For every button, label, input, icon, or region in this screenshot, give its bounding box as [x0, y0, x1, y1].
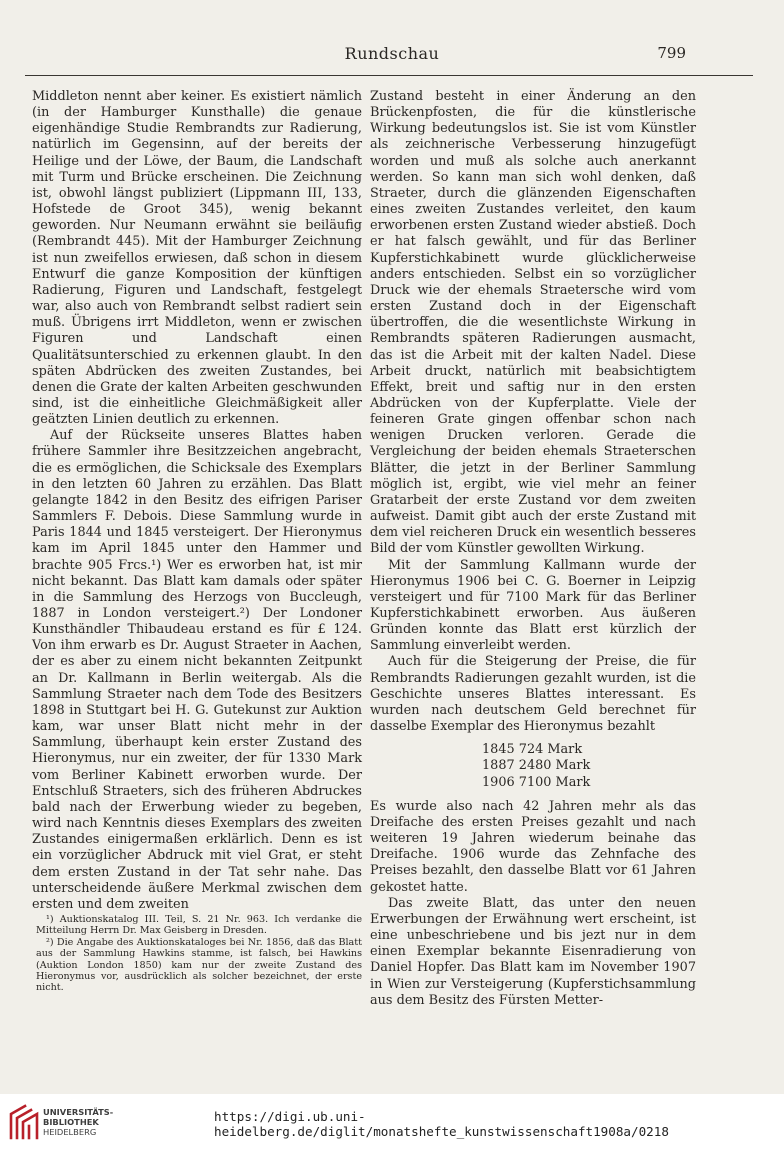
price-list — [370, 742, 696, 791]
price-row: 1845 724 Mark — [482, 742, 583, 758]
page-number: 799 — [657, 44, 686, 62]
running-title: Rundschau — [344, 44, 440, 63]
library-name-line: HEIDELBERG — [43, 1126, 97, 1137]
footer-bar — [0, 1094, 784, 1153]
price-row: 1887 2480 Mark — [482, 758, 591, 774]
library-name-line: BIBLIOTHEK — [43, 1116, 99, 1127]
right-column — [370, 89, 696, 1009]
header-rule — [25, 75, 753, 76]
paragraph: Das zweite Blatt, das unter den neuen Erwerbungen der Erwähnung wert erscheint, ist eine unbeschriebene und bis jezt nur in dem einen Exemplar bekannte Eisenradierung von Daniel Hopfer. Das Blatt kam im November 1907 in Wien zur Versteigerung (Kupferstichsammlung aus dem Besitz des Fürsten Metter- — [370, 895, 696, 1008]
paragraph: Es wurde also nach 42 Jahren mehr als das Dreifache des ersten Preises gezahlt und nach weiteren 19 Jahren wiederum beinahe das Dreifache. 1906 wurde das Zehnfache des Preises bezahlt, den dasselbe Blatt vor 61 Jahren gekostet hatte. — [370, 798, 696, 895]
page-header — [0, 44, 784, 74]
paragraph: Mit der Sammlung Kallmann wurde der Hieronymus 1906 bei C. G. Boerner in Leipzig versteigert und für 7100 Mark für das Berliner Kupferstichkabinett erworben. Aus äußeren Gründen konnte das Blatt erst kürzlich der Sammlung einverleibt werden. — [370, 557, 696, 654]
paragraph: Auch für die Steigerung der Preise, die für Rembrandts Radierungen gezahlt wurden, ist die Geschichte unseres Blattes interessant. Es wurden nach deutschem Geld berechnet für dasselbe Exemplar des Hieronymus bezahlt — [370, 654, 696, 735]
library-name-line: UNIVERSITÄTS- — [43, 1107, 114, 1117]
footnotes — [36, 914, 362, 994]
footnote-2: ²) Die Angabe des Auktionskataloges bei Nr. 1856, daß das Blatt aus der Sammlung Hawkins stamme, ist falsch, bei Hawkins (Auktion London 1850) kam nur der zweite Zustand des Hieronymus vor, ausdrücklich als solcher bezeichnet, der erste nicht. — [36, 936, 362, 994]
library-logo-icon — [7, 1102, 41, 1142]
footnote-1: ¹) Auktionskatalog III. Teil, S. 21 Nr. 963. Ich verdanke die Mitteilung Herrn Dr. Max Geisberg in Dresden. — [36, 914, 362, 937]
source-url-link[interactable]: https://digi.ub.uni-heidelberg.de/diglit/monatshefte_kunstwissenschaft1908a/0218 — [214, 1109, 669, 1139]
left-column — [32, 89, 362, 913]
paragraph: Middleton nennt aber keiner. Es existiert nämlich (in der Hamburger Kunsthalle) die genaue eigenhändige Studie Rembrandts zur Radierung, natürlich im Gegensinn, auf der bereits der Heilige und der Löwe, der Baum, die Landschaft mit Turm und Brücke erscheinen. Die Zeichnung ist, obwohl längst publiziert (Lippmann III, 133, Hofstede de Groot 345), wenig bekannt geworden. Nur Neumann erwähnt sie beiläufig (Rembrandt 445). Mit der Hamburger Zeichnung ist nun zweifellos erwiesen, daß schon in diesem Entwurf die ganze Komposition der künftigen Radierung, Figuren und Landschaft, festgelegt war, also auch von Rembrandt selbst radiert sein muß. Übrigens irrt Middleton, wenn er zwischen Figuren und Landschaft einen Qualitätsunterschied zu erkennen glaubt. In den späten Abdrücken des zweiten Zustandes, bei denen die Grate der kalten Arbeiten geschwunden sind, ist die einheitliche Gleichmäßigkeit aller geätzten Linien deutlich zu erkennen. — [32, 89, 362, 428]
library-name — [43, 1108, 113, 1137]
paragraph: Zustand besteht in einer Änderung an den Brückenpfosten, die für die künstlerische Wirkung bedeutungslos ist. Sie ist vom Künstler als zeichnerische Verbesserung hinzugefügt worden und muß als solche auch anerkannt werden. So kann man sich wohl denken, daß Straeter, durch die glänzenden Eigenschaften eines zweiten Zustandes verleitet, den kaum erworbenen ersten Zustand wieder abstieß. Doch er hat falsch gewählt, und für das Berliner Kupferstichkabinett wurde glücklicherweise anders entschieden. Selbst ein so vorzüglicher Druck wie der ehemals Straetersche wird vom ersten Zustand doch in der Eigenschaft übertroffen, die die wesentlichste Wirkung in Rembrandts späteren Radierungen ausmacht, das ist die Arbeit mit der kalten Nadel. Diese Arbeit druckt, natürlich mit beabsichtigtem Effekt, breit und saftig nur in den ersten Abdrücken von der Kupferplatte. Viele der feineren Grate gingen offenbar schon nach wenigen Drucken verloren. Gerade die Vergleichung der beiden ehemals Straeterschen Blätter, die jetzt in der Berliner Sammlung möglich ist, ergibt, wie viel mehr an feiner Gratarbeit der erste Zustand vor dem zweiten aufweist. Damit gibt auch der erste Zustand mit dem viel reicheren Druck ein wesentlich besseres Bild der vom Künstler gewollten Wirkung. — [370, 89, 696, 557]
price-row: 1906 7100 Mark — [482, 774, 591, 790]
paragraph: Auf der Rückseite unseres Blattes haben frühere Sammler ihre Besitzzeichen angebracht, die es ermöglichen, die Schicksale des Exemplars in den letzten 60 Jahren zu erzählen. Das Blatt gelangte 1842 in den Besitz des eifrigen Pariser Sammlers F. Debois. Diese Sammlung wurde in Paris 1844 und 1845 versteigert. Der Hieronymus kam im April 1845 unter den Hammer und brachte 905 Frcs.¹) Wer es erworben hat, ist mir nicht bekannt. Das Blatt kam damals oder später in die Sammlung des Herzogs von Buccleugh, 1887 in London versteigert.²) Der Londoner Kunsthändler Thibaudeau erstand es für £ 124. Von ihm erwarb es Dr. August Straeter in Aachen, der es aber zu einem nicht bekannten Zeitpunkt an Dr. Kallmann in Berlin weitergab. Als die Sammlung Straeter nach dem Tode des Besitzers 1898 in Stuttgart bei H. G. Gutekunst zur Auktion kam, war unser Blatt nicht mehr in der Sammlung, überhaupt kein erster Zustand des Hieronymus, nur ein zweiter, der für 1330 Mark vom Berliner Kabinett erworben wurde. Der Entschluß Straeters, sich des früheren Abdruckes bald nach der Erwerbung wieder zu begeben, wird nach Kenntnis dieses Exemplars des zweiten Zustandes einigermaßen erklärlich. Denn es ist ein vorzüglicher Abdruck mit viel Grat, er steht dem ersten Zustand in der Tat sehr nahe. Das unterscheidende äußere Merkmal zwischen dem ersten und dem zweiten — [32, 428, 362, 912]
